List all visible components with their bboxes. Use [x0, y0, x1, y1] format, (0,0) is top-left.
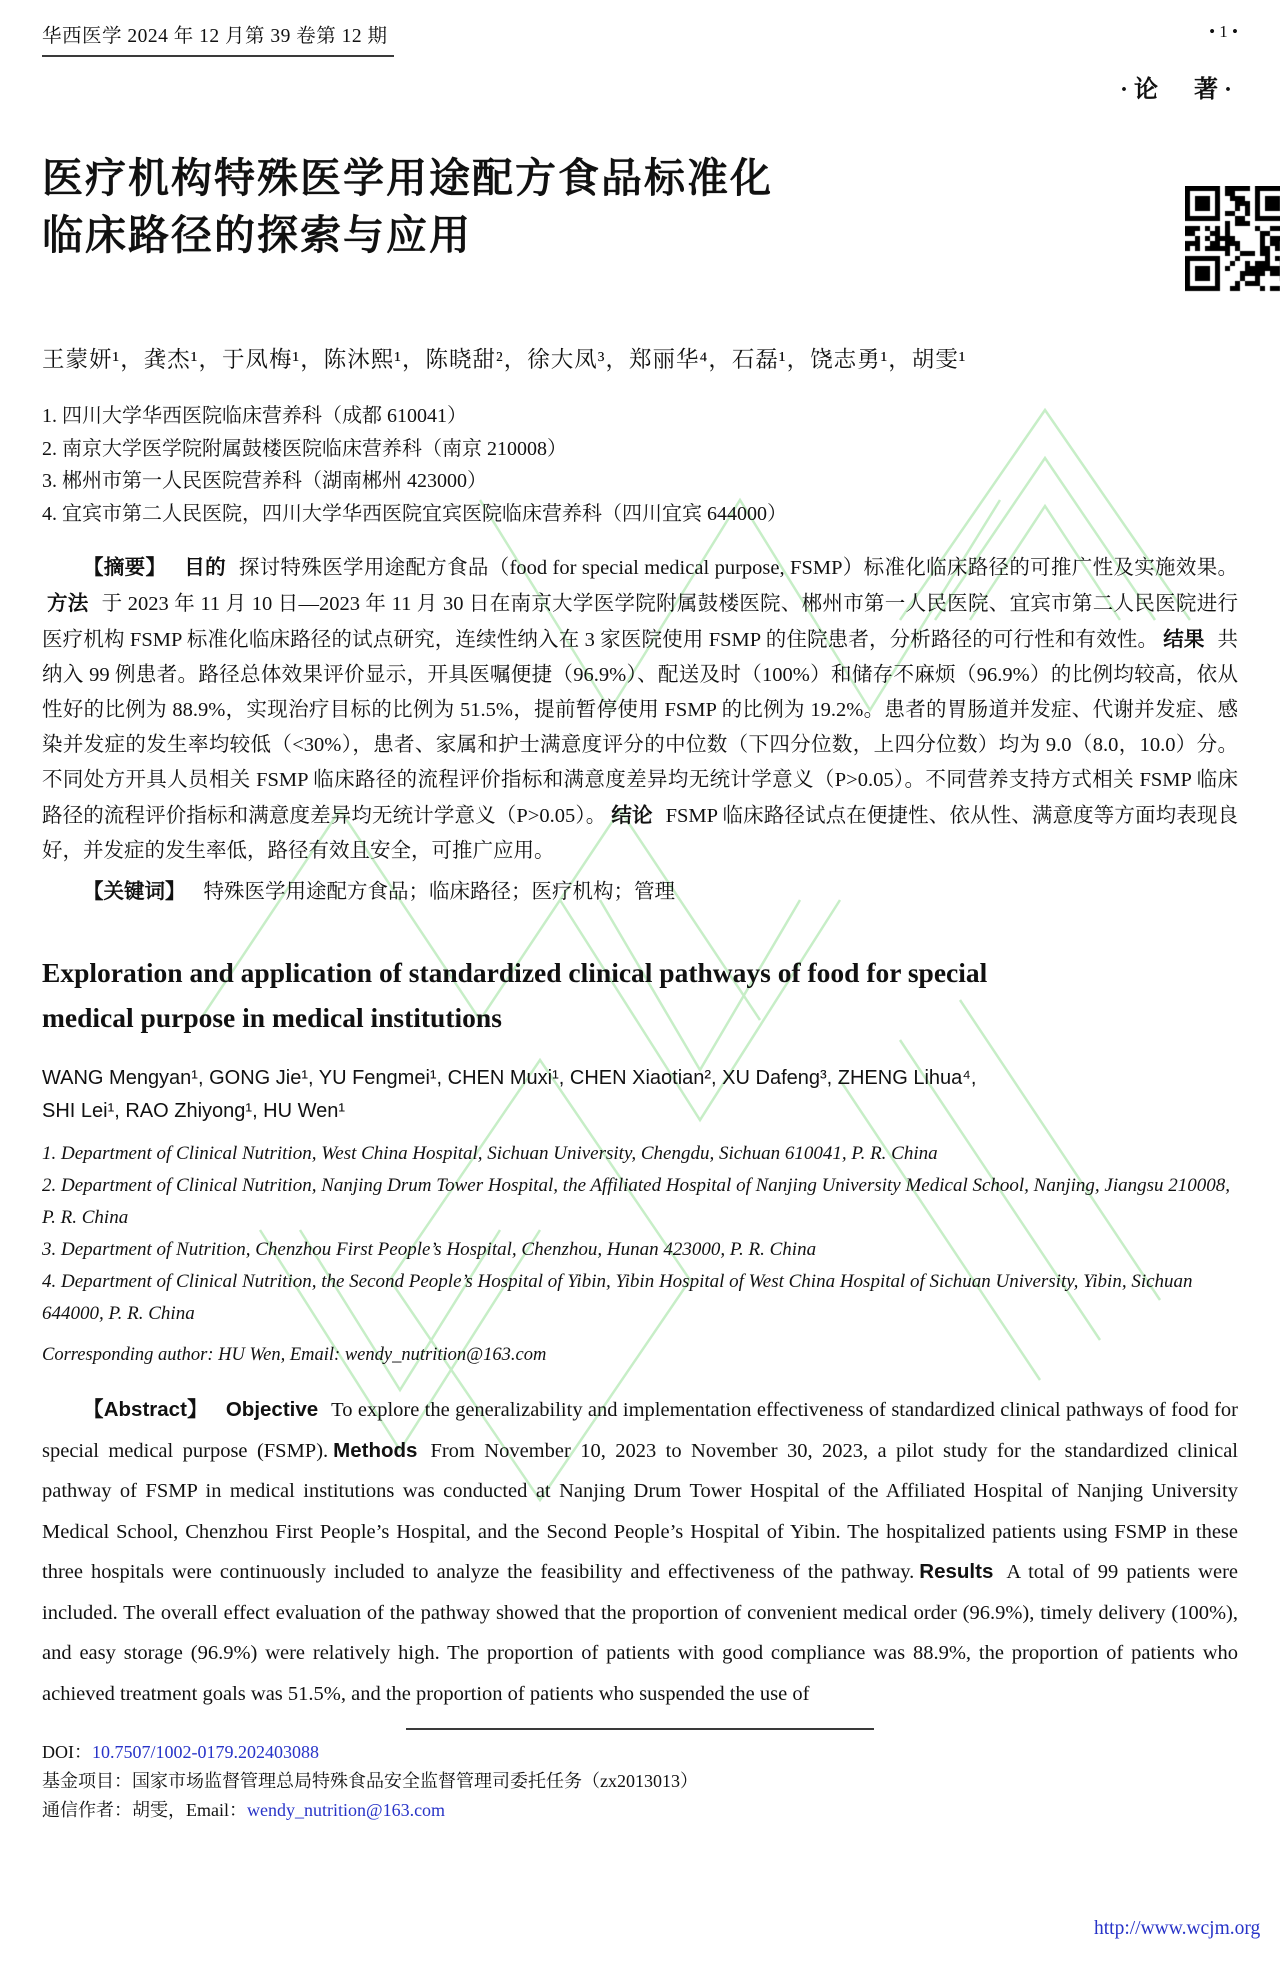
- journal-url-link[interactable]: http://www.wcjm.org: [1094, 1918, 1261, 1939]
- abstract-cn-objective-text: 探讨特殊医学用途配方食品（food for special medical purpose, FSMP）标准化临床路径的可推广性及实施效果。: [238, 557, 1239, 579]
- abstract-cn-methods-text: 于 2023 年 11 月 10 日—2023 年 11 月 30 日在南京大学医学院附属鼓楼医院、郴州市第一人民医院、宜宾市第二人民医院进行医疗机构 FSMP 标准化临床路径的试点研究，连续性纳入在 3 家医院使用 FSMP 的住院患者，分析路径的可行性和有效性。: [42, 593, 1238, 651]
- abstract-en-label: 【Abstract】: [83, 1398, 208, 1421]
- abstract-cn-results-label: 结果: [1163, 628, 1205, 651]
- doi-line: [42, 1738, 1238, 1767]
- doi-label: DOI：: [42, 1742, 92, 1762]
- fund-statement: 基金项目：国家市场监督管理总局特殊食品安全监督管理司委托任务（zx2013013）: [42, 1771, 698, 1791]
- paper-title-en: [42, 950, 1042, 1040]
- header-rule: [42, 55, 394, 57]
- paper-title-cn-line1: 医疗机构特殊医学用途配方食品标准化: [42, 155, 773, 201]
- corresponding-author-en: Corresponding author: HU Wen, Email: wendy_nutrition@163.com: [42, 1345, 547, 1365]
- affiliation-en-4: 4. Department of Clinical Nutrition, the Second People’s Hospital of Yibin, Yibin Hospital of West China Hospital of Sichuan University, Yibin, Sichuan 644000, P. R. China: [42, 1271, 1193, 1324]
- affiliation-cn-1: 1. 四川大学华西医院临床营养科（成都 610041）: [42, 405, 467, 427]
- authors-en-line1: WANG Mengyan¹, GONG Jie¹, YU Fengmei¹, CHEN Muxi¹, CHEN Xiaotian², XU Dafeng³, ZHENG Lihua⁴,: [42, 1067, 977, 1089]
- qr-code: [1185, 186, 1280, 296]
- abstract-en-results-text: A total of 99 patients were included. The overall effect evaluation of the pathway showed that the proportion of convenient medical order (96.9%), timely delivery (100%), and easy storage (96.9%) were relatively high. The proportion of patients with good compliance was 88.9%, the proportion of patients who achieved treatment goals was 51.5%, and the proportion of patients who suspended the use of: [42, 1561, 1239, 1705]
- paper-title-cn: [42, 150, 922, 264]
- affiliation-en-2: 2. Department of Clinical Nutrition, Nanjing Drum Tower Hospital, the Affiliated Hospital of Nanjing University Medical School, Nanjing, Jiangsu 210008, P. R. China: [42, 1175, 1231, 1228]
- abstract-en-objective-text: To explore the generalizability and implementation effectiveness of standardized clinical pathways of food for special medical purpose (FSMP).: [42, 1399, 1238, 1462]
- abstract-en-results-label: Results: [919, 1560, 994, 1583]
- paper-title-cn-line2: 临床路径的探索与应用: [42, 212, 472, 258]
- keywords-cn-text: 特殊医学用途配方食品；临床路径；医疗机构；管理: [203, 881, 675, 903]
- corresponding-label: 通信作者：胡雯，Email：: [42, 1800, 247, 1820]
- abstract-en-objective-label: Objective: [225, 1398, 319, 1421]
- abstract-cn-objective-label: 目的: [184, 556, 226, 579]
- affiliations-cn: [42, 400, 1238, 530]
- abstract-cn-methods-label: 方法: [47, 592, 89, 615]
- abstract-cn-conclusion-label: 结论: [611, 804, 653, 827]
- abstract-cn: [42, 550, 1238, 869]
- footnote-separator: [406, 1728, 874, 1730]
- affiliation-en-1: 1. Department of Clinical Nutrition, West China Hospital, Sichuan University, Chengdu, Sichuan 610041, P. R. China: [42, 1143, 938, 1164]
- abstract-cn-label: 【摘要】: [83, 556, 167, 579]
- footnote-block: [42, 1738, 1238, 1825]
- abstract-en: [42, 1390, 1238, 1714]
- affiliation-cn-3: 3. 郴州市第一人民医院营养科（湖南郴州 423000）: [42, 470, 487, 492]
- abstract-cn-results-text: 共纳入 99 例患者。路径总体效果评价显示，开具医嘱便捷（96.9%）、配送及时（100%）和储存不麻烦（96.9%）的比例均较高，依从性好的比例为 88.9%，实现治疗目标的比例为 51.5%，提前暂停使用 FSMP 的比例为 19.2%。患者的胃肠道并发症、代谢并发症、感染并发症的发生率均较低（<30%），患者、家属和护士满意度评分的中位数（下四分位数，上四分位数）均为 9.0（8.0，10.0）分。不同处方开具人员相关 FSMP 临床路径的流程评价指标和满意度差异均无统计学意义（P>0.05）。不同营养支持方式相关 FSMP 临床路径的流程评价指标和满意度差异均无统计学意义（P>0.05）。: [42, 629, 1239, 827]
- corresponding-line: [42, 1796, 1238, 1825]
- affiliations-en: [42, 1138, 1238, 1330]
- authors-en: [42, 1062, 1238, 1128]
- paper-title-en-line2: medical purpose in medical institutions: [42, 1002, 502, 1033]
- keywords-cn: [42, 874, 1238, 910]
- abstract-en-methods-label: Methods: [333, 1438, 418, 1462]
- email-link[interactable]: wendy_nutrition@163.com: [247, 1800, 446, 1820]
- page-number: • 1 •: [1209, 22, 1238, 41]
- paper-title-en-line1: Exploration and application of standardized clinical pathways of food for special: [42, 957, 988, 988]
- article-type-label: ·论 著·: [1119, 77, 1238, 103]
- affiliation-en-3: 3. Department of Nutrition, Chenzhou First People’s Hospital, Chenzhou, Hunan 423000, P. R. China: [42, 1239, 817, 1260]
- affiliation-cn-4: 4. 宜宾市第二人民医院，四川大学华西医院宜宾医院临床营养科（四川宜宾 644000）: [42, 502, 787, 525]
- affiliation-cn-2: 2. 南京大学医学院附属鼓楼医院临床营养科（南京 210008）: [42, 437, 567, 460]
- page-header: [42, 0, 1238, 57]
- abstract-en-methods-text: From November 10, 2023 to November 30, 2023, a pilot study for the standardized clinical pathway of FSMP in medical institutions was conducted at Nanjing Drum Tower Hospital of the Affiliated Hospital of Nanjing University Medical School, Chenzhou First People’s Hospital, and the Second People’s Hospital of Yibin. The hospitalized patients using FSMP in these three hospitals were continuously included to analyze the feasibility and effectiveness of the pathway.: [42, 1439, 1238, 1583]
- abstract-cn-conclusion-text: FSMP 临床路径试点在便捷性、依从性、满意度等方面均表现良好，并发症的发生率低，路径有效且安全，可推广应用。: [42, 805, 1238, 862]
- doi-link[interactable]: 10.7507/1002-0179.202403088: [92, 1742, 319, 1762]
- authors-cn: 王蒙妍¹，龚杰¹，于凤梅¹，陈沐熙¹，陈晓甜²，徐大凤³，郑丽华⁴，石磊¹，饶志勇¹，胡雯¹: [42, 347, 967, 372]
- authors-en-line2: SHI Lei¹, RAO Zhiyong¹, HU Wen¹: [42, 1100, 346, 1122]
- keywords-cn-label: 【关键词】: [83, 880, 186, 903]
- journal-issue-info: 华西医学 2024 年 12 月第 39 卷第 12 期: [42, 26, 388, 47]
